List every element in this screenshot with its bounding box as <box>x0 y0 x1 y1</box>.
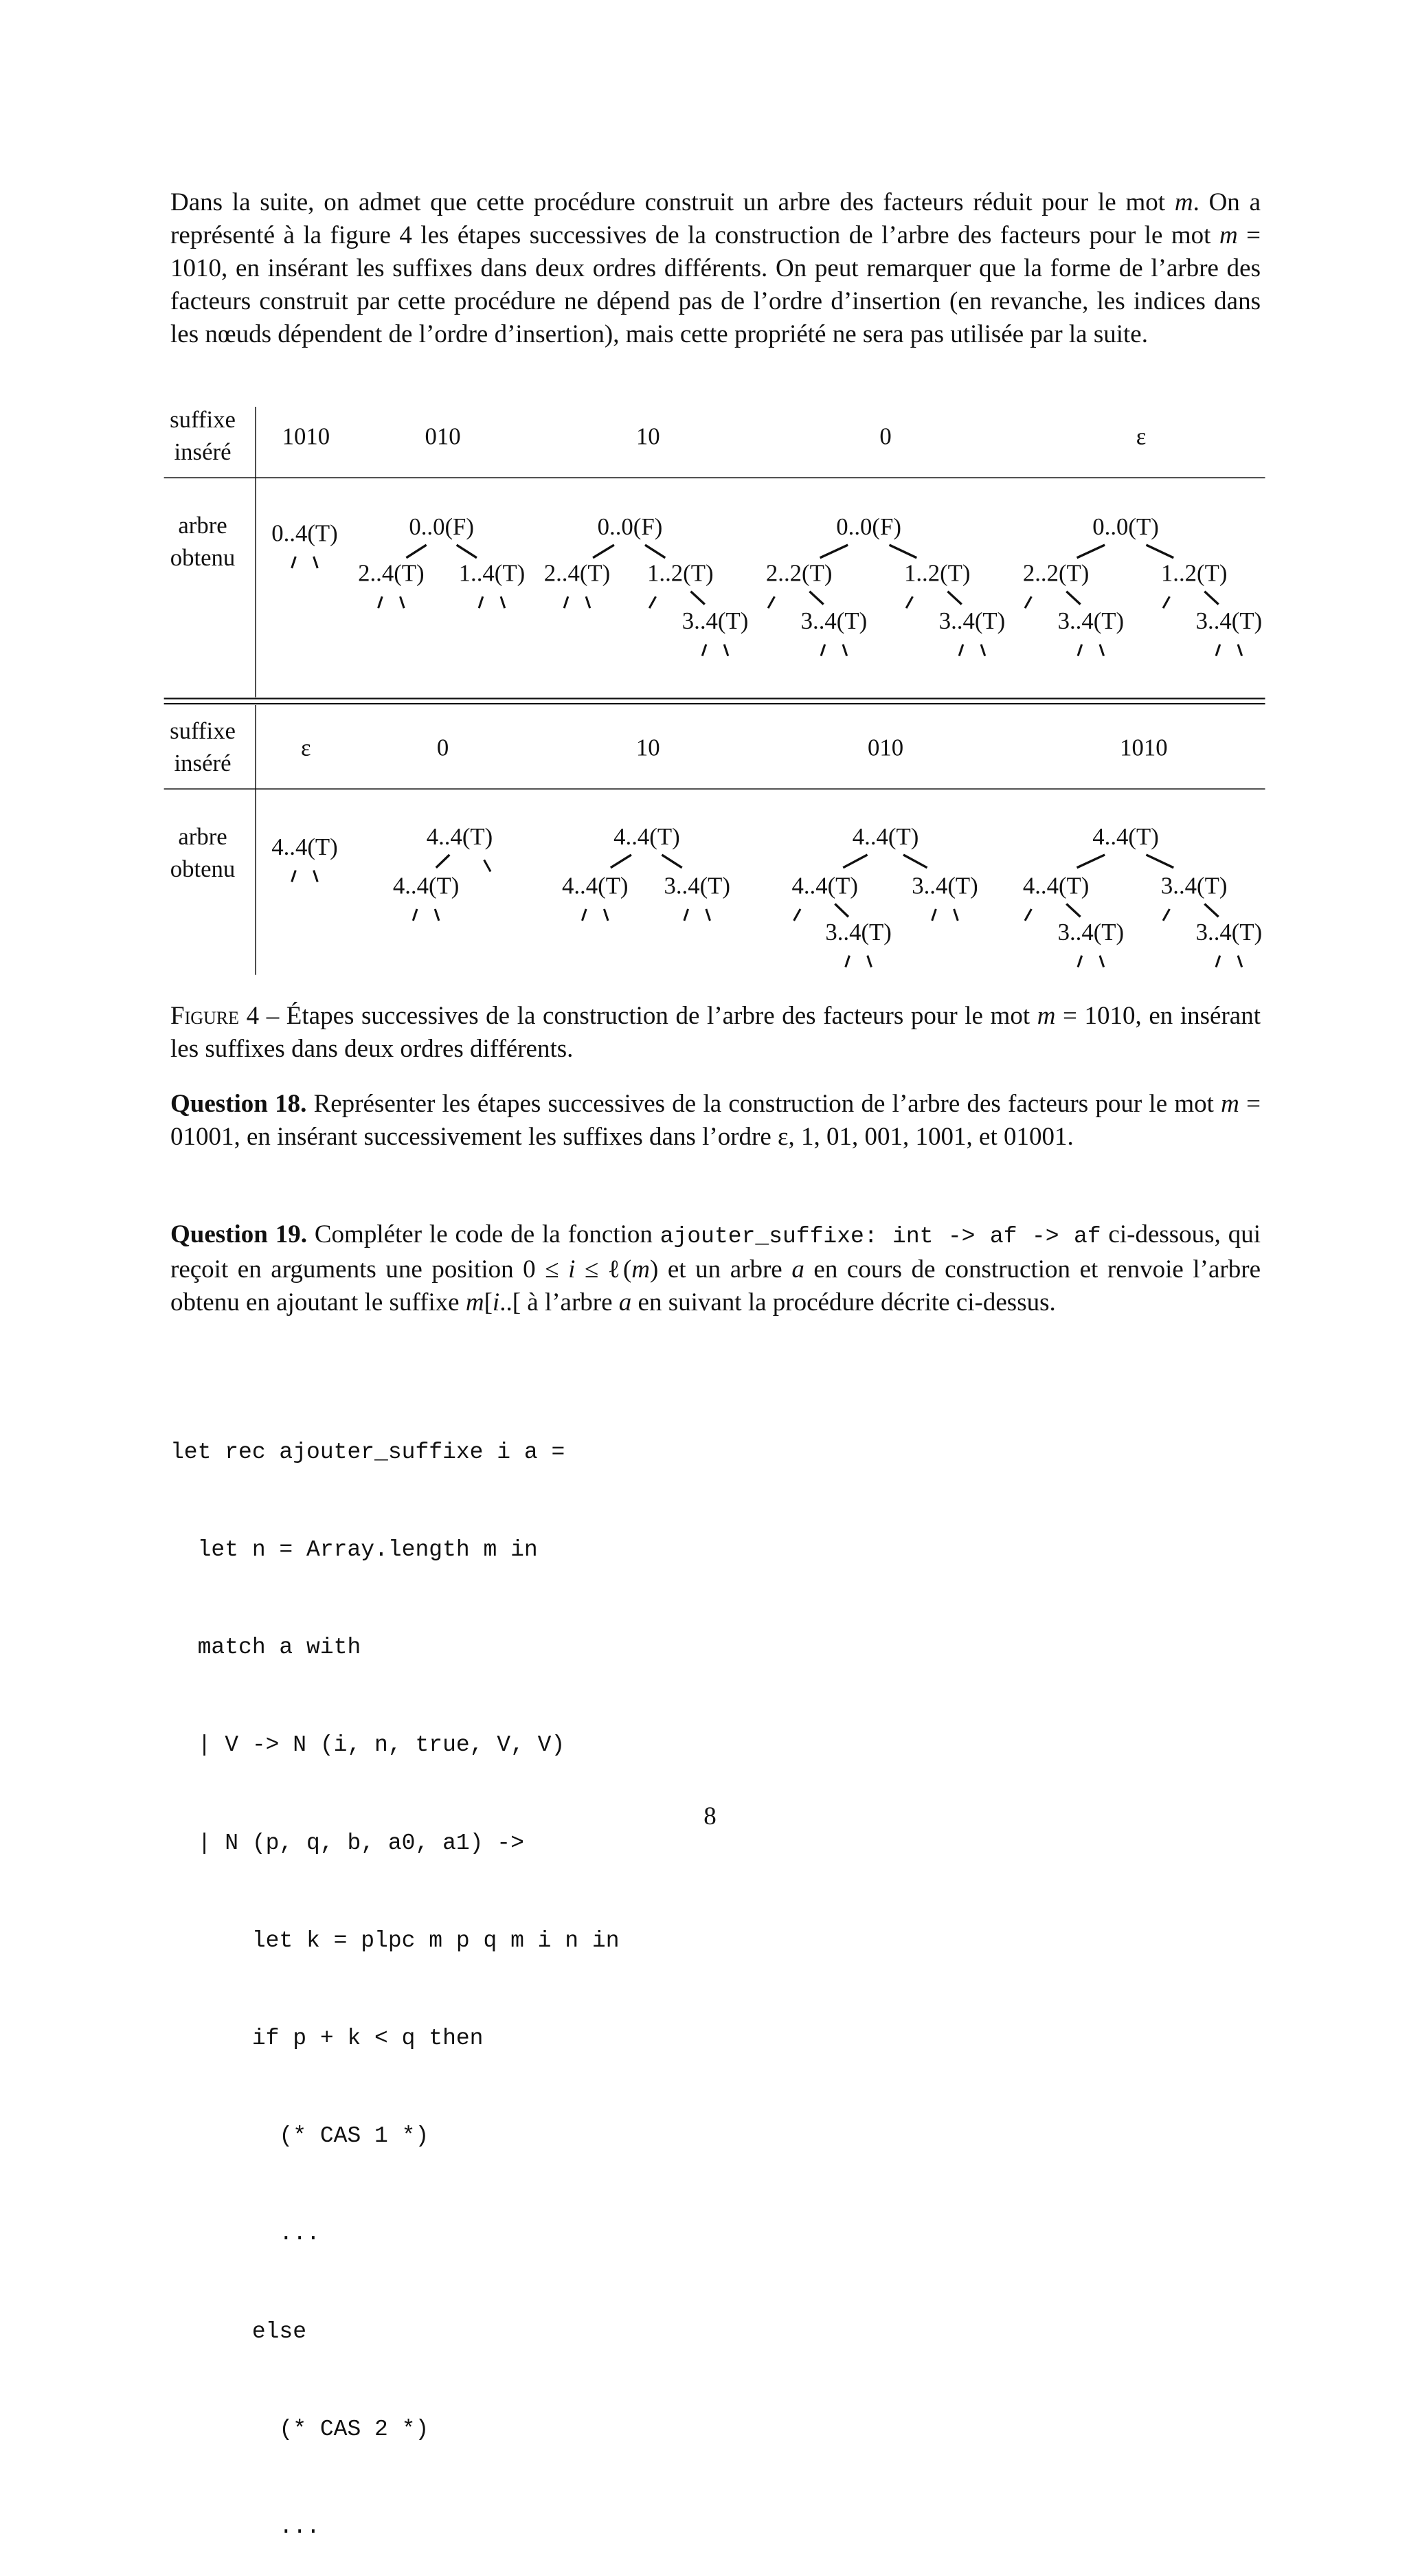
empty-child-stub <box>435 909 439 921</box>
empty-child-stub <box>959 645 963 656</box>
empty-child-stub <box>484 860 491 872</box>
math-var: m <box>1174 188 1193 216</box>
tree-edge <box>1066 904 1080 917</box>
text: – Étapes successives de la construction de l’arbre des facteurs pour le mot <box>259 1002 1037 1030</box>
code-line: else <box>170 2318 307 2344</box>
tree-node: 3..4(T) <box>1057 919 1125 946</box>
tree-edge <box>406 545 426 558</box>
empty-child-stub <box>1163 909 1169 921</box>
code-line: (* CAS 2 *) <box>170 2416 429 2442</box>
empty-child-stub <box>1100 645 1104 656</box>
tree-edge <box>691 592 705 605</box>
tree-edge <box>457 545 477 558</box>
empty-child-stub <box>1100 956 1104 967</box>
intro-paragraph <box>170 186 1261 351</box>
suffix-header: 10 <box>635 423 660 450</box>
tree-node: 4..4(T) <box>613 822 680 850</box>
tree-edge <box>1077 855 1105 868</box>
text: ) et un arbre <box>649 1255 792 1284</box>
code-line: let rec ajouter_suffixe i a = <box>170 1439 565 1465</box>
tree-node: 3..4(T) <box>912 872 978 899</box>
tree-node: 2..4(T) <box>543 559 611 587</box>
tree-node: 4..4(T) <box>1092 822 1159 850</box>
tree-edge <box>820 545 848 558</box>
math-var: i <box>492 1288 500 1317</box>
code-line: (* CAS 1 *) <box>170 2123 429 2149</box>
text: Dans la suite, on admet que cette procédure construit un arbre des facteurs réduit pour le mot <box>170 188 1175 216</box>
empty-child-stub <box>314 871 318 882</box>
tree-node: 0..0(F) <box>836 513 901 541</box>
tree-edge <box>1146 855 1173 868</box>
tree-node: 2..2(T) <box>765 559 833 587</box>
row-label: obtenu <box>170 855 236 882</box>
code-line: let n = Array.length m in <box>170 1537 538 1563</box>
math-var: i <box>568 1255 576 1284</box>
text: [ <box>484 1288 493 1317</box>
empty-child-stub <box>702 645 706 656</box>
text: ≤ ℓ( <box>575 1255 632 1284</box>
tree-node: 0..0(F) <box>409 513 474 541</box>
empty-child-stub <box>906 596 912 608</box>
suffix-header: 0 <box>879 423 892 450</box>
question-18 <box>170 1088 1261 1154</box>
empty-child-stub <box>479 596 483 608</box>
tree-node: 4..4(T) <box>426 822 493 850</box>
text: ..[ à l’arbre <box>499 1288 619 1317</box>
code-line: let k = plpc m p q m i n in <box>170 1927 620 1953</box>
empty-child-stub <box>1163 596 1169 608</box>
tree-node: 3..4(T) <box>664 872 730 899</box>
tree-edge <box>662 855 681 868</box>
tree-node: 3..4(T) <box>825 919 892 946</box>
tree-node: 0..4(T) <box>271 519 338 547</box>
empty-child-stub <box>684 909 688 921</box>
tree-node: 3..4(T) <box>1160 872 1228 899</box>
tree-node: 0..0(T) <box>1092 513 1159 541</box>
empty-child-stub <box>821 645 825 656</box>
empty-child-stub <box>868 956 872 967</box>
code-block <box>170 1371 620 2576</box>
tree-node: 4..4(T) <box>271 833 338 861</box>
tree-node: 2..4(T) <box>358 559 425 587</box>
code-line: ... <box>170 2514 320 2540</box>
text: = 1010, en insérant les suffixes dans deux ordres différents. <box>170 1002 1261 1063</box>
empty-child-stub <box>843 645 847 656</box>
tree-node: 3..4(T) <box>800 607 868 635</box>
empty-child-stub <box>1078 956 1082 967</box>
empty-child-stub <box>292 557 296 568</box>
code-line: | N (p, q, b, a0, a1) -> <box>170 1830 524 1856</box>
tree-edge <box>1204 592 1218 605</box>
math-var: m <box>1219 221 1238 249</box>
tree-node: 1..4(T) <box>458 559 526 587</box>
text: en cours de construction et renvoie l’arbre obtenu en ajoutant le suffixe <box>170 1255 1261 1317</box>
question-19 <box>170 1218 1261 1319</box>
row-label: arbre <box>178 822 227 850</box>
code-line: | V -> N (i, n, true, V, V) <box>170 1732 565 1758</box>
tree-edge <box>611 855 631 868</box>
empty-child-stub <box>1078 645 1082 656</box>
tree-edge <box>809 592 823 605</box>
tree-edge <box>947 592 961 605</box>
tree-edge <box>843 855 867 868</box>
empty-child-stub <box>1238 956 1242 967</box>
suffix-header: 010 <box>425 423 461 450</box>
tree-node: 3..4(T) <box>681 607 749 635</box>
tree-edge <box>835 904 848 917</box>
tree-node: 0..0(F) <box>597 513 663 541</box>
tree-edge <box>436 855 450 868</box>
tree-node: 4..4(T) <box>562 872 629 899</box>
tree-node: 2..2(T) <box>1022 559 1090 587</box>
empty-child-stub <box>604 909 608 921</box>
math-var: a <box>791 1255 804 1284</box>
empty-child-stub <box>1216 645 1220 656</box>
text: Compléter le code de la fonction <box>306 1220 660 1248</box>
tree-edge <box>1204 904 1218 917</box>
tree-node: 4..4(T) <box>852 822 919 850</box>
empty-child-stub <box>582 909 586 921</box>
empty-child-stub <box>1216 956 1220 967</box>
suffix-header: 1010 <box>282 423 330 450</box>
tree-node: 3..4(T) <box>1195 607 1263 635</box>
empty-child-stub <box>501 596 505 608</box>
tree-node: 4..4(T) <box>392 872 460 899</box>
question-label: Question 18. <box>170 1090 307 1118</box>
lower-table <box>164 705 1265 975</box>
suffix-header: 10 <box>635 734 660 761</box>
tree-node: 4..4(T) <box>1022 872 1090 899</box>
empty-child-stub <box>794 909 800 921</box>
empty-child-stub <box>314 557 318 568</box>
empty-child-stub <box>954 909 958 921</box>
suffix-header: ε <box>1136 423 1147 450</box>
tree-node: 1..2(T) <box>903 559 971 587</box>
empty-child-stub <box>649 596 655 608</box>
tree-node: 1..2(T) <box>647 559 714 587</box>
text: en suivant la procédure décrite ci-dessus. <box>631 1288 1056 1317</box>
empty-child-stub <box>846 956 850 967</box>
text: Représenter les étapes successives de la construction de l’arbre des facteurs pour le mot <box>306 1090 1221 1118</box>
empty-child-stub <box>292 871 296 882</box>
text: ci-dessous, qui reçoit en arguments une position 0 ≤ <box>170 1220 1261 1284</box>
empty-child-stub <box>379 596 383 608</box>
tree-node: 1..2(T) <box>1160 559 1228 587</box>
figure-caption <box>170 1000 1261 1066</box>
row-label: obtenu <box>170 544 236 572</box>
tree-edge <box>1146 545 1173 558</box>
empty-child-stub <box>413 909 417 921</box>
text: . On a représenté à la figure 4 les étapes successives de la construction de l’arbre des facteurs pour le mot <box>170 188 1261 249</box>
empty-child-stub <box>706 909 710 921</box>
empty-child-stub <box>586 596 590 608</box>
empty-child-stub <box>768 596 774 608</box>
code-line: if p + k < q then <box>170 2026 484 2052</box>
math-var: m <box>465 1288 484 1317</box>
tree-edge <box>593 545 614 558</box>
empty-child-stub <box>1238 645 1242 656</box>
empty-child-stub <box>564 596 568 608</box>
text: = 1010, en insérant les suffixes dans deux ordres différents. On peut remarquer que la forme de l’arbre des facteurs construit par cette procédure ne dépend pas de l’ordre d’insertion (en revanche, les indices dans les nœuds dépendent de l’ordre d’insertion), mais cette propriété ne sera pas utilisée par la suite. <box>170 221 1261 348</box>
question-label: Question 19. <box>170 1220 307 1248</box>
suffix-header: ε <box>301 734 311 761</box>
math-var: m <box>631 1255 650 1284</box>
suffix-header: 0 <box>436 734 449 761</box>
page-number: 8 <box>703 1802 717 1830</box>
empty-child-stub <box>401 596 405 608</box>
math-var: a <box>618 1288 632 1317</box>
empty-child-stub <box>1025 909 1031 921</box>
row-label: suffixe <box>170 717 236 744</box>
suffix-header: 010 <box>867 734 904 761</box>
tree-edge <box>645 545 665 558</box>
row-label: suffixe <box>170 406 236 434</box>
inline-code: ajouter_suffixe: int -> af -> af <box>660 1224 1101 1249</box>
row-label: arbre <box>178 512 227 539</box>
row-label: inséré <box>174 749 232 776</box>
upper-table <box>164 406 1265 697</box>
tree-node: 4..4(T) <box>791 872 858 899</box>
tree-node: 3..4(T) <box>1057 607 1125 635</box>
tree-edge <box>1077 545 1105 558</box>
tree-edge <box>1066 592 1080 605</box>
tree-edge <box>903 855 927 868</box>
empty-child-stub <box>932 909 936 921</box>
code-line: ... <box>170 2221 320 2247</box>
caption-label: Figure 4 <box>170 1002 260 1030</box>
suffix-header: 1010 <box>1120 734 1168 761</box>
text: = 01001, en insérant successivement les suffixes dans l’ordre ε, 1, 01, 001, 1001, et 01001. <box>170 1090 1261 1151</box>
math-var: m <box>1037 1002 1056 1030</box>
tree-node: 3..4(T) <box>938 607 1006 635</box>
code-line: match a with <box>170 1635 361 1661</box>
empty-child-stub <box>1025 596 1031 608</box>
row-label: inséré <box>174 438 232 466</box>
tree-node: 3..4(T) <box>1195 919 1263 946</box>
empty-child-stub <box>981 645 985 656</box>
math-var: m <box>1221 1090 1239 1118</box>
empty-child-stub <box>724 645 728 656</box>
tree-edge <box>890 545 917 558</box>
